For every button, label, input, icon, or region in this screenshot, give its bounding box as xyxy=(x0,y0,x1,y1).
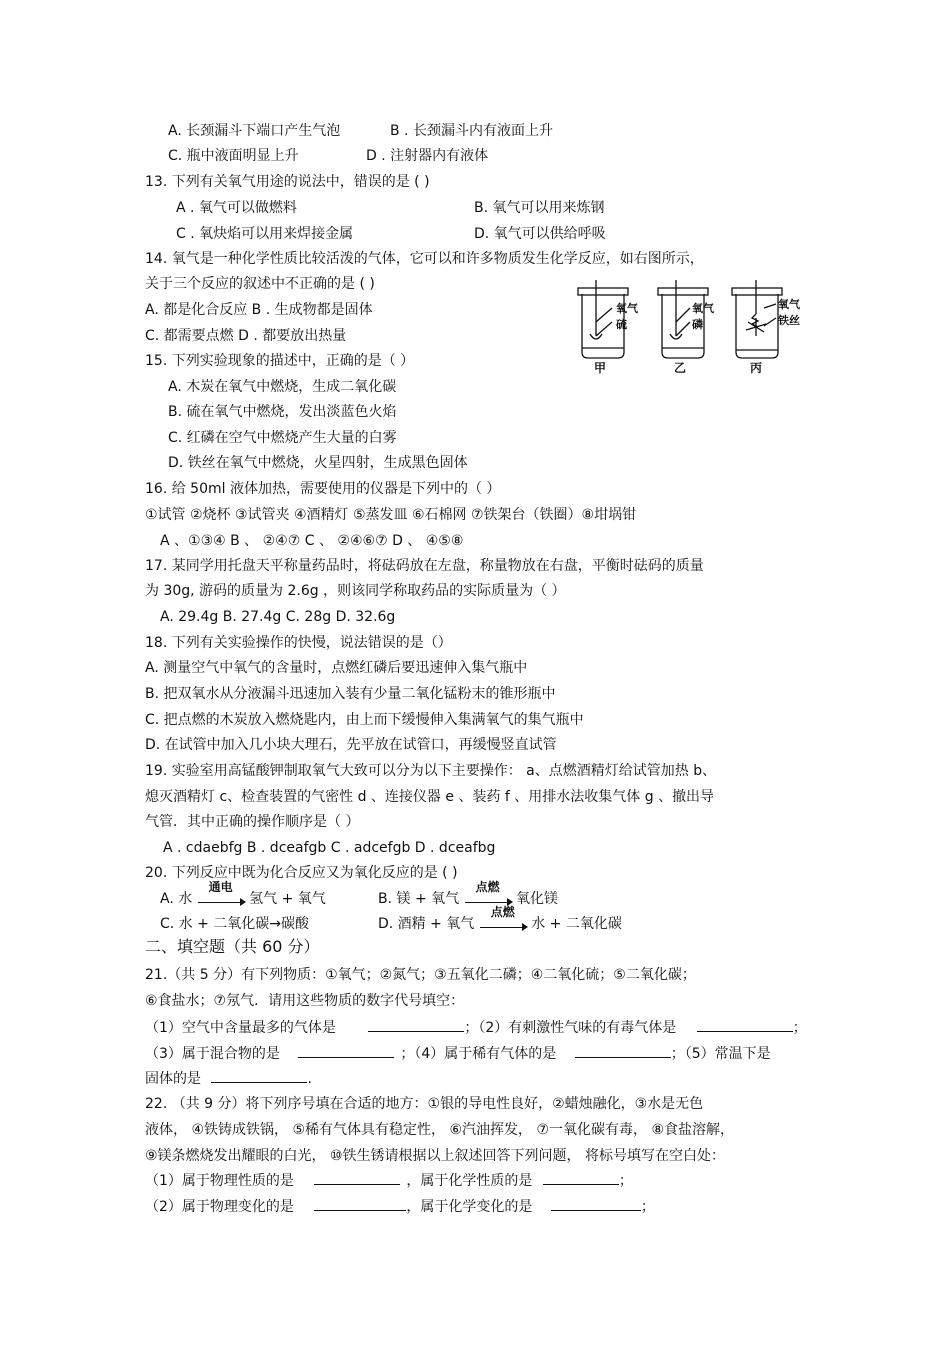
figure-label-yi: 乙 xyxy=(674,361,687,374)
q16-options: A 、①③④ B 、 ②④⑦ C 、 ②④⑥⑦ D 、 ④⑤⑧ xyxy=(160,533,464,549)
q14-options-cd: C. 都需要点燃 D . 都要放出热量 xyxy=(145,328,347,344)
q21-blank-3[interactable] xyxy=(298,1043,394,1058)
q21-p5-label: （5）常温下是 xyxy=(684,1046,771,1062)
q18-option-c: C. 把点燃的木炭放入燃烧匙内，由上而下缓慢伸入集满氧气的集气瓶中 xyxy=(145,712,584,728)
q14-figure xyxy=(566,278,816,374)
q20-b-products: 氧化镁 xyxy=(516,891,559,907)
q20-option-b xyxy=(378,880,559,909)
q13-stem: 13. 下列有关氧气用途的说法中，错误的是 ( ) xyxy=(145,174,430,190)
q17-options: A. 29.4g B. 27.4g C. 28g D. 32.6g xyxy=(160,609,396,625)
q21-line4 xyxy=(145,1043,771,1064)
q21-p5-label-cont: 固体的是 xyxy=(145,1071,201,1087)
q12-option-b: B . 长颈漏斗内有液面上升 xyxy=(390,123,553,139)
q18-option-d: D. 在试管中加入几小块大理石，先平放在试管口，再缓慢竖直试管 xyxy=(145,737,557,753)
q20-d-condition: 点燃 xyxy=(490,905,515,919)
q22-p1-end: ； xyxy=(618,1173,633,1189)
q20-option-c: C. 水 + 二氧化碳→碳酸 xyxy=(160,916,310,932)
q19-stem-line3: 气管．其中正确的操作顺序是（ ） xyxy=(145,814,360,830)
q21-p2-end: ； xyxy=(792,1020,807,1036)
q21-stem-line1: 21.（共 5 分）有下列物质：①氧气；②氮气；③五氧化二磷；④二氧化硫；⑤二氧化碳； xyxy=(145,967,696,983)
q21-p3-end: ； xyxy=(400,1046,415,1062)
arrow-icon xyxy=(198,894,244,903)
q20-a-arrow xyxy=(197,880,245,909)
q17-stem-line2: 为 30g, 游码的质量为 2.6g ，则该同学称取药品的实际质量为（ ） xyxy=(145,583,566,599)
q15-option-a: A. 木炭在氧气中燃烧，生成二氧化碳 xyxy=(168,379,397,395)
q22-p2-label: （2）属于物理变化的是 xyxy=(145,1199,294,1215)
q20-d-reactants: D. 酒精 + 氧气 xyxy=(378,916,475,932)
q20-d-arrow xyxy=(479,905,527,934)
q20-a-products: 氢气 + 氧气 xyxy=(249,891,326,907)
q21-p4-end: ； xyxy=(670,1046,685,1062)
q20-option-a xyxy=(160,880,326,909)
q22-blank-1[interactable] xyxy=(314,1170,400,1185)
q20-a-reactants: A. 水 xyxy=(160,891,193,907)
q22-p2-mid: ，属于化学变化的是 xyxy=(406,1199,533,1215)
q13-option-b: B. 氧气可以用来炼钢 xyxy=(474,200,605,216)
q19-options: A . cdaebfg B . dceafgb C . adcefgb D . dceafbg xyxy=(163,840,496,856)
q12-option-c: C. 瓶中液面明显上升 xyxy=(168,148,299,164)
q22-blank-4[interactable] xyxy=(551,1196,641,1211)
q21-p4-label: （4）属于稀有气体的是 xyxy=(414,1046,557,1062)
jar2-label-oxygen: 氧气 xyxy=(692,302,714,315)
q21-blank-5[interactable] xyxy=(211,1068,307,1083)
q16-items: ①试管 ②烧杯 ③试管夹 ④酒精灯 ⑤蒸发皿 ⑥石棉网 ⑦铁架台（铁圈）⑧坩埚钳 xyxy=(145,507,637,523)
q20-d-products: 水 + 二氧化碳 xyxy=(531,916,622,932)
q14-stem-line1: 14. 氧气是一种化学性质比较活泼的气体，它可以和许多物质发生化学反应，如右图所示， xyxy=(145,251,704,267)
q18-stem: 18. 下列有关实验操作的快慢，说法错误的是（） xyxy=(145,635,452,651)
q21-blank-2[interactable] xyxy=(697,1017,793,1032)
q21-blank-4[interactable] xyxy=(575,1043,671,1058)
q15-option-d: D. 铁丝在氧气中燃烧，火星四射，生成黑色固体 xyxy=(168,455,468,471)
q21-line5 xyxy=(145,1068,312,1089)
q22-line4 xyxy=(145,1170,633,1191)
q19-stem-line2: 熄灭酒精灯 c、检查装置的气密性 d 、连接仪器 e 、装药 f 、用排水法收集气体 g 、撤出导 xyxy=(145,789,715,805)
q13-option-a: A . 氧气可以做燃料 xyxy=(176,200,297,216)
q22-p2-end: ； xyxy=(640,1199,655,1215)
q20-a-condition: 通电 xyxy=(208,880,233,894)
q22-stem-line3: ⑨镁条燃烧发出耀眼的白光， ⑩铁生锈请根据以上叙述回答下列问题， 将标号填写在空白处： xyxy=(145,1148,725,1164)
q14-stem-line2: 关于三个反应的叙述中不正确的是 ( ) xyxy=(145,276,375,292)
q22-p1-label: （1）属于物理性质的是 xyxy=(145,1173,294,1189)
q20-b-reactants: B. 镁 + 氧气 xyxy=(378,891,460,907)
q13-option-c: C . 氧炔焰可以用来焊接金属 xyxy=(176,226,354,242)
q22-blank-3[interactable] xyxy=(314,1196,406,1211)
q16-stem: 16. 给 50ml 液体加热，需要使用的仪器是下列中的（ ） xyxy=(145,481,501,497)
q22-p1-mid: ，属于化学性质的是 xyxy=(406,1173,533,1189)
q21-line3 xyxy=(145,1017,807,1038)
q17-stem-line1: 17. 某同学用托盘天平称量药品时，将砝码放在左盘，称量物放在右盘，平衡时砝码的质量 xyxy=(145,558,704,574)
jar2-label-phosphorus: 磷 xyxy=(692,318,703,331)
q13-option-d: D. 氧气可以供给呼吸 xyxy=(474,226,606,242)
gas-jar-bing xyxy=(732,280,782,358)
q20-option-d xyxy=(378,905,622,934)
figure-label-bing: 丙 xyxy=(750,361,763,374)
jar1-label-oxygen: 氧气 xyxy=(616,302,638,315)
figure-label-jia: 甲 xyxy=(594,361,607,374)
q22-stem-line1: 22. （共 9 分）将下列序号填在合适的地方：①银的导电性良好，②蜡烛融化，③水是无色 xyxy=(145,1096,704,1112)
jar3-label-oxygen: 氧气 xyxy=(778,298,800,311)
q14-options-ab: A. 都是化合反应 B . 生成物都是固体 xyxy=(145,302,373,318)
q21-p2-label: （2）有刺激性气味的有毒气体是 xyxy=(478,1020,677,1036)
q21-p5-end: . xyxy=(307,1071,312,1087)
q22-blank-2[interactable] xyxy=(543,1170,619,1185)
q21-p1-label: （1）空气中含量最多的气体是 xyxy=(145,1020,336,1036)
q15-option-c: C. 红磷在空气中燃烧产生大量的白雾 xyxy=(168,430,397,446)
q12-option-d: D . 注射器内有液体 xyxy=(366,148,489,164)
q20-stem: 20. 下列反应中既为化合反应又为氧化反应的是 ( ) xyxy=(145,865,458,881)
q21-blank-1[interactable] xyxy=(368,1017,464,1032)
q15-stem: 15. 下列实验现象的描述中，正确的是（ ） xyxy=(145,353,415,369)
q21-stem-line2: ⑥食盐水；⑦氖气．请用这些物质的数字代号填空： xyxy=(145,993,465,1009)
jar1-label-sulfur: 硫 xyxy=(616,318,627,331)
q22-line5 xyxy=(145,1196,655,1217)
q15-option-b: B. 硫在氧气中燃烧，发出淡蓝色火焰 xyxy=(168,404,397,420)
q20-b-condition: 点燃 xyxy=(475,880,500,894)
q19-stem-line1: 19. 实验室用高锰酸钾制取氧气大致可以分为以下主要操作： a、点燃酒精灯给试管加热 b、 xyxy=(145,763,717,779)
arrow-icon xyxy=(480,919,526,928)
q22-stem-line2: 液体， ④铁铸成铁锅， ⑤稀有气体具有稳定性， ⑥汽油挥发， ⑦一氧化碳有毒， ⑧食盐溶解， xyxy=(145,1122,735,1138)
jar3-label-iron-wire: 铁丝 xyxy=(778,314,800,327)
section2-title: 二、填空题（共 60 分） xyxy=(145,937,320,956)
q21-p1-end: ； xyxy=(464,1020,479,1036)
q18-option-a: A. 测量空气中氧气的含量时，点燃红磷后要迅速伸入集气瓶中 xyxy=(145,660,528,676)
q21-p3-label: （3）属于混合物的是 xyxy=(145,1046,280,1062)
q12-option-a: A. 长颈漏斗下端口产生气泡 xyxy=(168,123,341,139)
q18-option-b: B. 把双氧水从分液漏斗迅速加入装有少量二氧化锰粉末的锥形瓶中 xyxy=(145,686,556,702)
